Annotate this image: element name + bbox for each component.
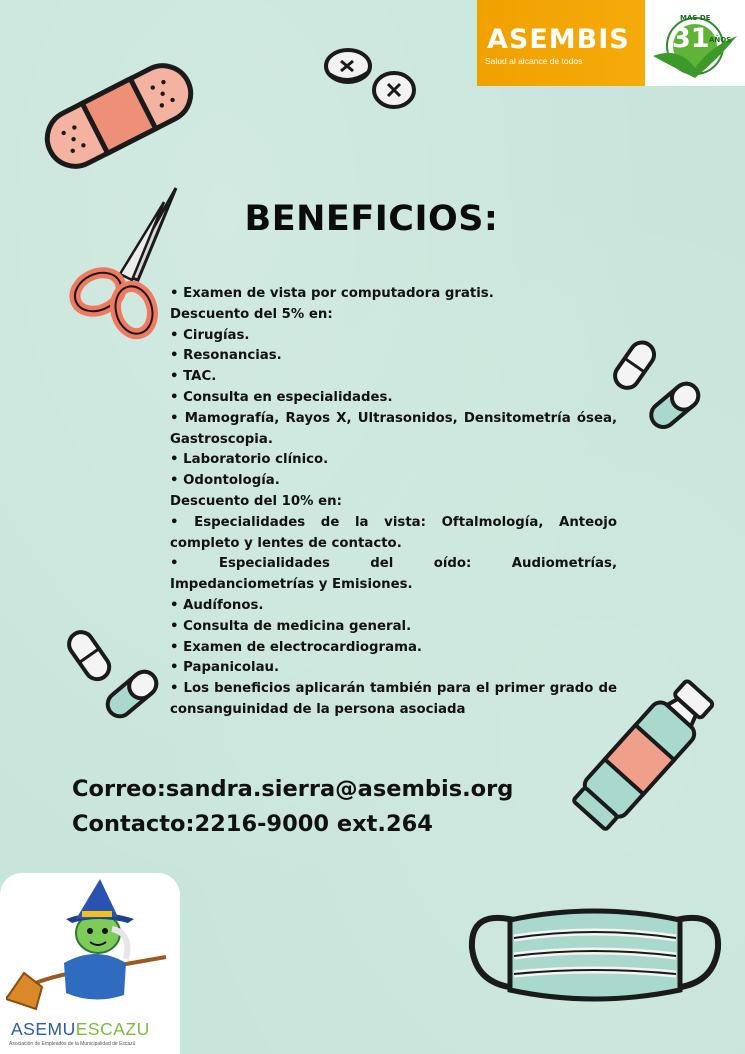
list-item: Descuento del 5% en:	[170, 306, 333, 322]
asemu-logo-name	[11, 1019, 150, 1040]
asembis-logo-panel	[477, 0, 645, 86]
list-item: • Especialidades de la vista: Oftalmología, Anteojo completo y lentes de contacto.	[170, 514, 617, 551]
face-mask-icon	[466, 904, 724, 1014]
list-item: • Resonancias.	[170, 348, 282, 364]
list-item: • Audífonos.	[170, 597, 264, 613]
contact-phone: Contacto:2216-9000 ext.264	[72, 811, 433, 837]
list-item: • Examen de vista por computadora gratis.	[170, 286, 494, 301]
list-item: Descuento del 10% en:	[170, 493, 342, 509]
page-title	[0, 199, 745, 239]
witch-mascot-icon	[6, 879, 174, 1015]
list-item: • Odontología.	[170, 473, 280, 489]
list-item: • Cirugías.	[170, 327, 250, 343]
list-item: • TAC.	[170, 369, 217, 385]
list-item: • Papanicolau.	[170, 660, 280, 676]
contact-email: Correo:sandra.sierra@asembis.org	[72, 776, 514, 802]
list-item: • Mamografía, Rayos X, Ultrasonidos, Densitometría ósea, Gastroscopia.	[170, 410, 617, 447]
asembis-logo	[477, 0, 745, 86]
capsule-icon	[604, 340, 704, 432]
asemu-logo-subtitle: Asociación de Empleados de la Municipalidad de Escazú	[9, 1041, 136, 1047]
anniversary-unit: AÑOS	[709, 36, 732, 44]
asemu-escazu-logo	[0, 873, 180, 1054]
capsule-icon	[62, 624, 162, 720]
benefits-list	[170, 284, 617, 721]
list-item: • Consulta en especialidades.	[170, 389, 393, 405]
asembis-brand-name: ASEMBIS	[487, 24, 630, 55]
bandage-icon	[34, 46, 204, 186]
list-item: • Consulta de medicina general.	[170, 618, 412, 634]
asemu-name-part1: ASEMU	[11, 1019, 76, 1039]
page-title-text: BENEFICIOS:	[244, 199, 499, 239]
list-item: • Especialidades del oído: Audiometrías, Impedanciometrías y Emisiones.	[170, 556, 617, 593]
asemu-name-part2: ESCAZU	[75, 1019, 150, 1039]
list-item: • Laboratorio clínico.	[170, 452, 329, 468]
asembis-tagline: Salud al alcance de todos	[485, 56, 583, 66]
anniversary-top: MÁS DE	[680, 14, 711, 22]
contact-info	[72, 772, 513, 842]
list-item: • Los beneficios aplicarán también para el primer grado de consanguinidad de la persona asociada	[170, 681, 617, 717]
anniversary-number: 31	[672, 23, 710, 54]
pills-icon	[322, 44, 417, 116]
list-item: • Examen de electrocardiograma.	[170, 639, 422, 655]
